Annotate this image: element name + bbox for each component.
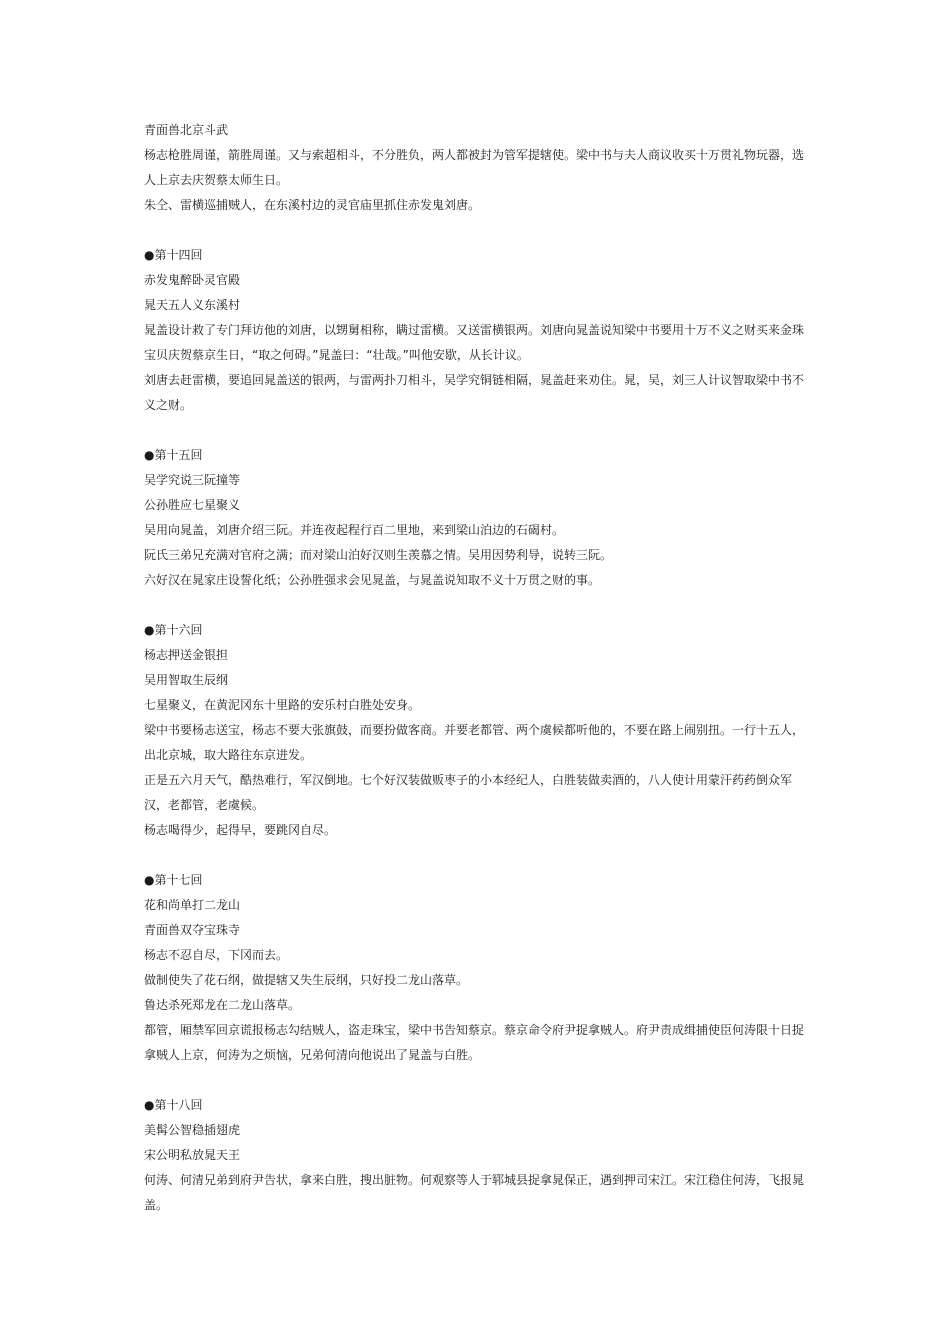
chapter-title-line: 美髯公智稳插翅虎 [144, 1123, 241, 1137]
chapter-title-line: 赤发鬼醉卧灵官殿 [144, 273, 241, 287]
chapter-paragraph: 阮氏三弟兄充满对官府之满；而对梁山泊好汉则生羡慕之情。吴用因势利导，说转三阮。 [144, 548, 613, 562]
chapter-paragraph: 何涛、何清兄弟到府尹告状，拿来白胜，搜出脏物。何观察等人于郓城县捉拿晁保正，遇到押司宋江。宋江稳住何涛，飞报晁盖。 [144, 1173, 805, 1212]
chapter-15 [144, 443, 812, 593]
chapter-title-line: 吴用智取生辰纲 [144, 673, 229, 687]
chapter-heading: ●第十八回 [144, 1098, 203, 1112]
chapter-title-line: 杨志押送金银担 [144, 648, 229, 662]
chapter-title-line: 公孙胜应七星聚义 [144, 498, 241, 512]
chapter-16 [144, 618, 812, 843]
chapter-paragraph: 晁盖设计救了专门拜访他的刘唐，以甥舅相称，瞒过雷横。又送雷横银两。刘唐向晁盖说知梁中书要用十万不义之财买来金珠宝贝庆贺蔡京生日，“取之何碍。”晁盖曰：“壮哉。”叫他安歇，从长计议。 [144, 323, 805, 362]
chapter-paragraph: 都管，厢禁军回京谎报杨志勾结贼人，盗走珠宝，梁中书告知蔡京。蔡京命令府尹捉拿贼人。府尹责成缉捕使臣何涛限十日捉拿贼人上京，何涛为之烦恼，兄弟何清向他说出了晁盖与白胜。 [144, 1023, 805, 1062]
intro-line: 朱仝、雷横巡捕贼人，在东溪村边的灵官庙里抓住赤发鬼刘唐。 [144, 198, 481, 212]
document-page [144, 118, 812, 1218]
chapter-heading: ●第十五回 [144, 448, 203, 462]
chapter-paragraph: 杨志喝得少，起得早，要跳冈自尽。 [144, 823, 337, 837]
chapter-heading: ●第十六回 [144, 623, 203, 637]
chapter-paragraph: 梁中书要杨志送宝，杨志不要大张旗鼓，而要扮做客商。并要老都管、两个虞候都听他的，不要在路上闹别扭。一行十五人，出北京城，取大路往东京进发。 [144, 723, 805, 762]
chapter-title-line: 青面兽双夺宝珠寺 [144, 923, 241, 937]
chapter-18 [144, 1093, 812, 1218]
chapter-heading: ●第十四回 [144, 248, 203, 262]
chapter-paragraph: 六好汉在晁家庄设誓化纸；公孙胜强求会见晁盖，与晁盖说知取不义十万贯之财的事。 [144, 573, 601, 587]
chapter-heading: ●第十七回 [144, 873, 203, 887]
intro-line: 青面兽北京斗武 [144, 123, 229, 137]
intro-line: 杨志枪胜周谨，箭胜周谨。又与索超相斗，不分胜负，两人都被封为管军提辖使。梁中书与夫人商议收买十万贯礼物玩器，选人上京去庆贺蔡太师生日。 [144, 148, 805, 187]
chapter-paragraph: 刘唐去赶雷横，要追回晁盖送的银两，与雷两扑刀相斗，吴学究铜链相隔，晁盖赶来劝住。晁，吴，刘三人计议智取梁中书不义之财。 [144, 373, 805, 412]
chapter-title-line: 宋公明私放晁天王 [144, 1148, 241, 1162]
chapter-17 [144, 868, 812, 1068]
chapter-paragraph: 杨志不忍自尽，下冈而去。 [144, 948, 289, 962]
chapter-paragraph: 鲁达杀死郑龙在二龙山落草。 [144, 998, 301, 1012]
chapter-paragraph: 做制使失了花石纲，做提辖又失生辰纲，只好投二龙山落草。 [144, 973, 469, 987]
chapter-title-line: 花和尚单打二龙山 [144, 898, 241, 912]
chapter-paragraph: 吴用向晁盖，刘唐介绍三阮。并连夜起程行百二里地，来到梁山泊边的石碣村。 [144, 523, 565, 537]
chapter-title-line: 吴学究说三阮撞等 [144, 473, 241, 487]
chapter-paragraph: 正是五六月天气，酷热难行，军汉倒地。七个好汉装做贩枣子的小本经纪人，白胜装做卖酒的，八人使计用蒙汗药药倒众军汉，老都管，老虞候。 [144, 773, 793, 812]
chapter-title-line: 晁天五人义东溪村 [144, 298, 241, 312]
chapter-paragraph: 七星聚义，在黄泥冈东十里路的安乐村白胜处安身。 [144, 698, 421, 712]
intro-section [144, 118, 812, 218]
chapter-14 [144, 243, 812, 418]
